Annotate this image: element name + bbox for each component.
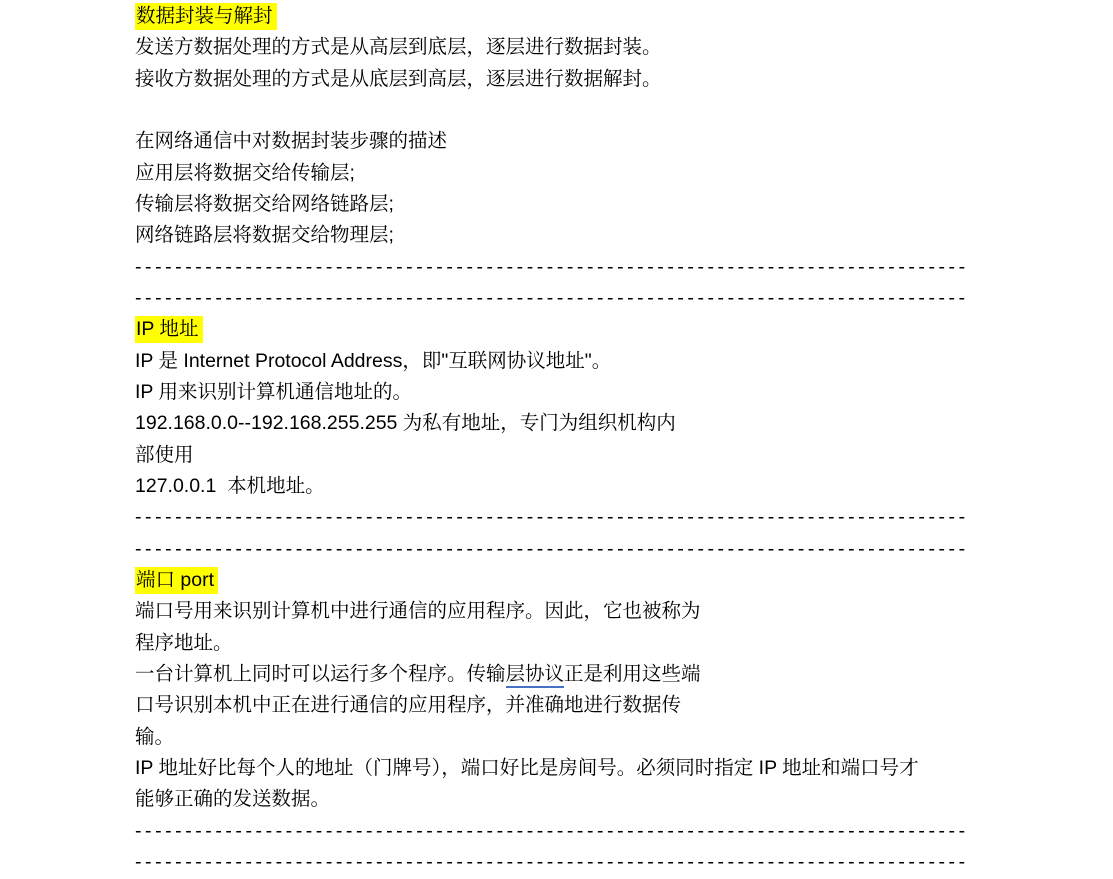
text-line: 部使用 [135, 443, 194, 466]
text-segment: 一台计算机上同时可以运行多个程序。传输 [135, 662, 506, 685]
section-heading-port [135, 565, 1015, 596]
section-heading-ip-address [135, 314, 1015, 345]
separator-line: ----------------------------------------------------------------------------------- [135, 537, 969, 560]
text-line: 传输层将数据交给网络链路层; [135, 192, 394, 215]
text-line: IP 地址好比每个人的地址（门牌号），端口好比是房间号。必须同时指定 IP 地址和端口号才 [135, 756, 919, 779]
text-line: 应用层将数据交给传输层; [135, 161, 355, 184]
highlighted-heading: 端口 port [135, 567, 218, 594]
text-line: 输。 [135, 725, 175, 748]
text-segment: 正是利用这些端 [564, 662, 701, 685]
text-line: 接收方数据处理的方式是从底层到高层，逐层进行数据解封。 [135, 67, 662, 90]
text-line: 口号识别本机中正在进行通信的应用程序，并准确地进行数据传 [135, 694, 682, 717]
separator-line: ----------------------------------------------------------------------------------- [135, 506, 969, 529]
text-line: 能够正确的发送数据。 [135, 788, 331, 811]
text-line: 127.0.0.1 本机地址。 [135, 474, 325, 497]
separator-line: ----------------------------------------------------------------------------------- [135, 850, 969, 873]
section-heading-encapsulation [135, 1, 1015, 32]
text-line: 网络链路层将数据交给物理层; [135, 224, 394, 247]
text-line: 192.168.0.0--192.168.255.255 为私有地址，专门为组织机构内 [135, 412, 676, 435]
text-line: 端口号用来识别计算机中进行通信的应用程序。因此，它也被称为 [135, 600, 701, 623]
highlighted-heading: 数据封装与解封 [135, 3, 277, 30]
underlined-text: 层协议 [506, 663, 565, 688]
highlighted-heading: IP 地址 [135, 316, 203, 343]
text-line: 发送方数据处理的方式是从高层到底层，逐层进行数据封装。 [135, 36, 662, 59]
text-line-with-underline [135, 659, 1015, 690]
document-body [135, 1, 1015, 878]
separator-line: ----------------------------------------------------------------------------------- [135, 286, 969, 309]
text-line: IP 是 Internet Protocol Address，即"互联网协议地址"。 [135, 349, 612, 372]
text-line: 程序地址。 [135, 631, 233, 654]
text-line: 在网络通信中对数据封装步骤的描述 [135, 130, 448, 153]
separator-line: ----------------------------------------------------------------------------------- [135, 819, 969, 842]
text-line: IP 用来识别计算机通信地址的。 [135, 380, 412, 403]
blank-line [135, 95, 1015, 126]
separator-line: ----------------------------------------------------------------------------------- [135, 255, 969, 278]
